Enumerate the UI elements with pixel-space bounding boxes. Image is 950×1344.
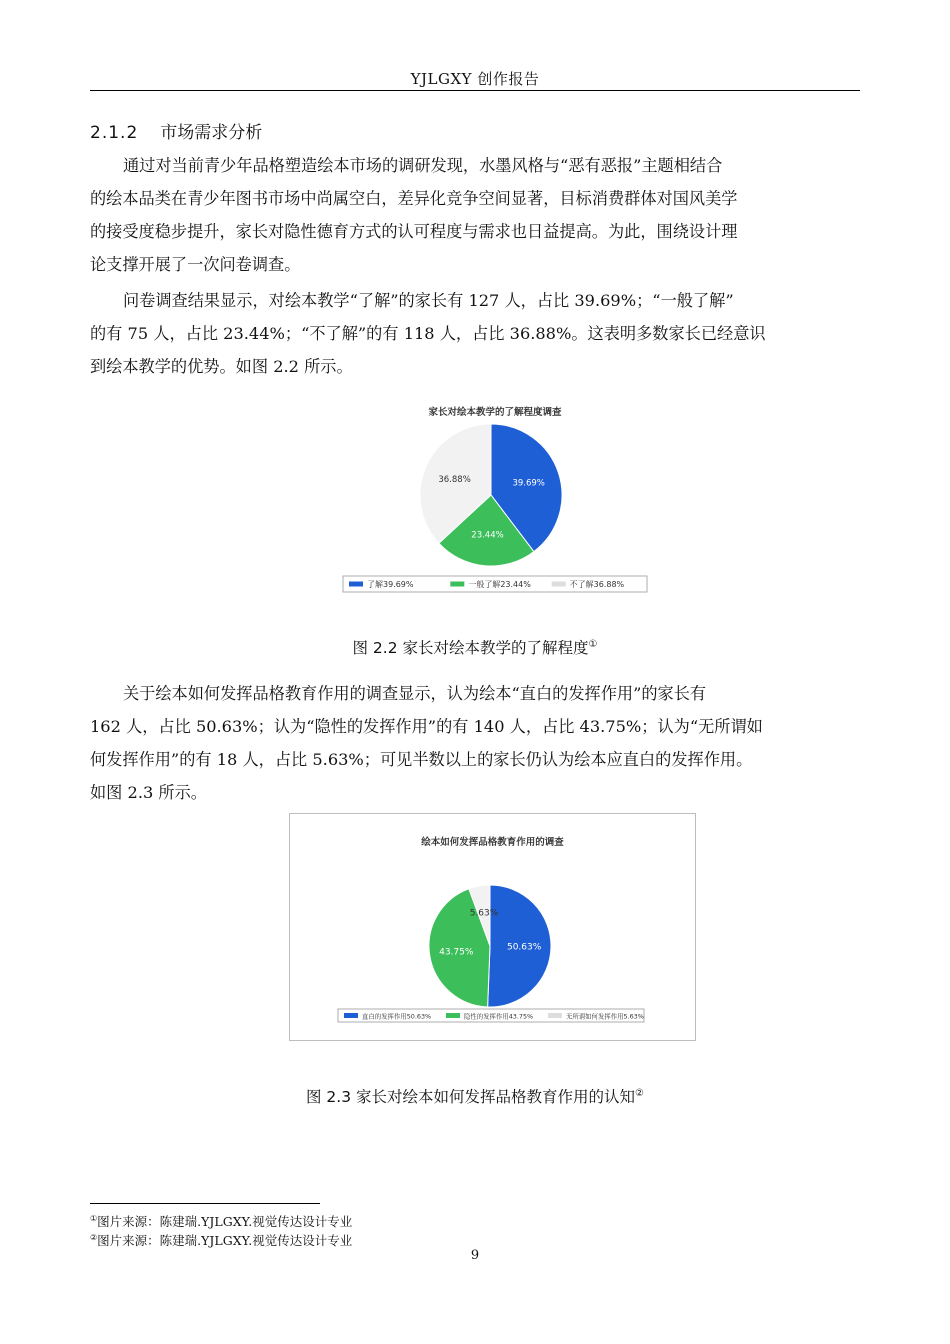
legend-label: 隐性的发挥作用43.75% <box>464 1012 534 1021</box>
paragraph-education-role <box>90 677 860 809</box>
caption-text: 图 2.2 家长对绘本教学的了解程度 <box>352 639 589 657</box>
footnote-text: 图片来源：陈建瑞.YJLGXY.视觉传达设计专业 <box>97 1214 353 1229</box>
chart-title: 家长对绘本教学的了解程度调查 <box>428 407 562 418</box>
legend-swatch <box>446 1013 460 1018</box>
footnote-marker: ① <box>90 1214 98 1223</box>
figure-caption <box>90 1085 860 1107</box>
section-number: 2.1.2 <box>90 123 139 143</box>
footnote-rule <box>90 1203 320 1204</box>
paragraph-market-research <box>90 149 860 281</box>
legend-label: 了解39.69% <box>367 580 414 589</box>
footnote-marker: ② <box>90 1233 98 1242</box>
legend-label: 一般了解23.44% <box>468 580 531 589</box>
text-line: 通过对当前青少年品格塑造绘本市场的调研发现，水墨风格与“恶有恶报”主题相结合 <box>123 156 723 175</box>
figure-2-3-chart <box>289 813 696 1041</box>
footnote-marker: ① <box>588 639 598 650</box>
text-line: 的绘本品类在青少年图书市场中尚属空白，差异化竞争空间显著，目标消费群体对国风美学 <box>90 189 738 208</box>
legend-swatch <box>349 582 363 587</box>
slice-label: 50.63% <box>506 942 542 953</box>
text-line: 的有 75 人，占比 23.44%；“不了解”的有 118 人，占比 36.88%。这表明多数家长已经意识 <box>90 324 766 343</box>
text-line: 何发挥作用”的有 18 人，占比 5.63%；可见半数以上的家长仍认为绘本应直白的发挥作用。 <box>90 750 753 769</box>
footnote-text: 图片来源：陈建瑞.YJLGXY.视觉传达设计专业 <box>97 1233 353 1248</box>
text-line: 到绘本教学的优势。如图 2.2 所示。 <box>90 357 353 376</box>
text-line: 162 人，占比 50.63%；认为“隐性的发挥作用”的有 140 人，占比 43.75%；认为“无所谓如 <box>90 717 763 736</box>
header-rule <box>90 90 860 91</box>
caption-text: 图 2.3 家长对绘本如何发挥品格教育作用的认知 <box>306 1088 636 1106</box>
pie-chart-svg <box>340 398 650 598</box>
slice-label: 39.69% <box>512 478 545 489</box>
pie-chart-svg <box>290 814 695 1040</box>
text-line: 的接受度稳步提升，家长对隐性德育方式的认可程度与需求也日益提高。为此，围绕设计理 <box>90 222 738 241</box>
slice-label: 5.63% <box>469 908 499 919</box>
text-line: 如图 2.3 所示。 <box>90 783 207 802</box>
legend-label: 无所谓如何发挥作用5.63% <box>566 1012 644 1021</box>
figure-caption <box>90 636 860 658</box>
text-line: 问卷调查结果显示，对绘本教学“了解”的家长有 127 人，占比 39.69%；“一般了解” <box>123 291 734 310</box>
section-title: 市场需求分析 <box>160 123 263 143</box>
legend-label: 直白的发挥作用50.63% <box>362 1012 432 1021</box>
legend-swatch <box>450 582 464 587</box>
slice-label: 36.88% <box>438 475 471 486</box>
text-line: 关于绘本如何发挥品格教育作用的调查显示，认为绘本“直白的发挥作用”的家长有 <box>123 684 707 703</box>
legend-swatch <box>344 1013 358 1018</box>
section-heading <box>90 118 262 143</box>
page-header: YJLGXY 创作报告 <box>410 70 540 88</box>
paragraph-survey-results <box>90 284 860 383</box>
figure-2-2-chart <box>340 398 650 598</box>
slice-label: 23.44% <box>471 530 504 541</box>
slice-label: 43.75% <box>439 947 474 958</box>
page-number: 9 <box>470 1248 480 1263</box>
legend-label: 不了解36.88% <box>569 580 625 589</box>
footnote-marker: ② <box>635 1088 644 1099</box>
text-line: 论支撑开展了一次问卷调查。 <box>90 255 301 274</box>
footnote <box>90 1231 352 1249</box>
chart-title: 绘本如何发挥品格教育作用的调查 <box>421 837 564 848</box>
footnote <box>90 1212 352 1230</box>
legend-swatch <box>548 1013 562 1018</box>
legend-swatch <box>552 582 566 587</box>
